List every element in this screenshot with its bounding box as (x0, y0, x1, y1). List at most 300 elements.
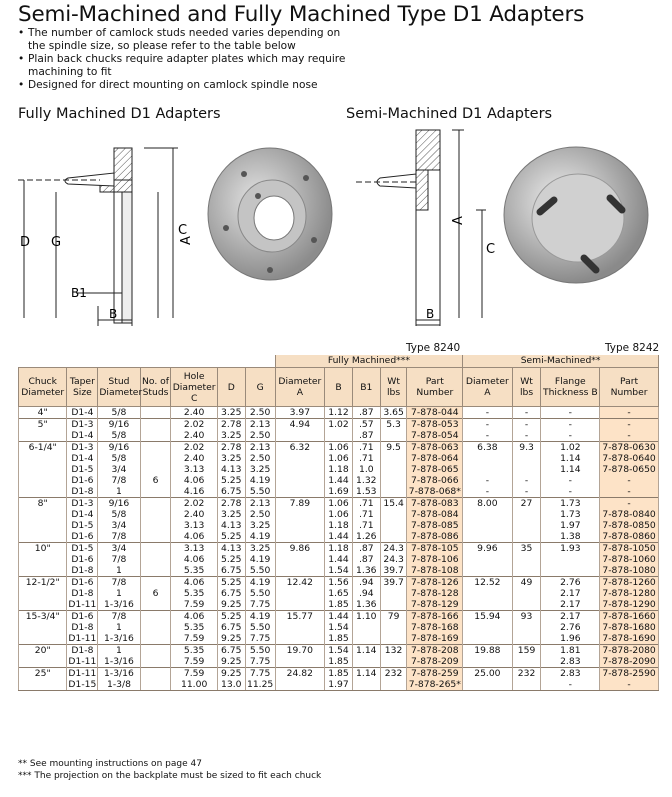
cell-fwt (380, 622, 407, 633)
cell-swt (512, 599, 541, 611)
cell-sflange: 2.76 (541, 622, 600, 633)
cell-fb: 1.85 (325, 599, 353, 611)
cell-swt (512, 464, 541, 475)
cell-taper: D1-3 (67, 419, 98, 431)
cell-fwt (380, 464, 407, 475)
cell-g: 7.75 (245, 656, 275, 668)
cell-studs (140, 430, 171, 442)
cell-fb: 1.06 (325, 453, 353, 464)
cell-hole: 2.40 (171, 453, 217, 464)
cell-fwt (380, 599, 407, 611)
cell-chuck (19, 599, 67, 611)
cell-taper: D1-6 (67, 577, 98, 589)
cell-fb1: .87 (352, 543, 380, 555)
cell-fpart: 7-878-106 (407, 554, 463, 565)
cell-fb1: 1.0 (352, 464, 380, 475)
cell-hole: 4.06 (171, 554, 217, 565)
cell-g: 5.50 (245, 645, 275, 657)
table-row (19, 656, 659, 668)
cell-sflange: - (541, 419, 600, 431)
cell-fa (275, 588, 324, 599)
cell-studs (140, 543, 171, 555)
cell-taper: D1-4 (67, 430, 98, 442)
cell-hole: 4.06 (171, 531, 217, 543)
cell-sflange: 2.17 (541, 611, 600, 623)
cell-stud: 7/8 (98, 531, 140, 543)
table-row (19, 645, 659, 657)
cell-hole: 7.59 (171, 633, 217, 645)
cell-g: 7.75 (245, 668, 275, 680)
cell-hole: 3.13 (171, 464, 217, 475)
cell-sflange: - (541, 430, 600, 442)
cell-sflange: 2.76 (541, 577, 600, 589)
cell-swt: 93 (512, 611, 541, 623)
cell-spart: 7-878-1280 (600, 588, 659, 599)
cell-spart: 7-878-1080 (600, 565, 659, 577)
cell-taper: D1-11 (68, 667, 97, 679)
table-row (19, 622, 659, 633)
cell-fa (275, 656, 324, 668)
cell-swt: - (512, 419, 541, 431)
cell-fb1: .71 (352, 442, 380, 454)
cell-hole: 2.02 (171, 419, 217, 431)
footnote: *** The projection on the backplate must be sized to fit each chuck (18, 771, 322, 781)
cell-fpart: 7-878-166 (407, 611, 463, 623)
cell-fpart: 7-878-108 (407, 565, 463, 577)
cell-d: 5.25 (217, 611, 245, 623)
feature-item: • Plain back chucks require adapter plates which may require machining to fit (18, 53, 348, 79)
cell-swt (512, 565, 541, 577)
cell-fwt: 132 (380, 645, 407, 657)
cell-sa (463, 622, 512, 633)
cell-sa: 12.52 (463, 577, 512, 589)
cell-d: 2.78 (217, 442, 245, 454)
cell-sflange: 1.14 (541, 464, 600, 475)
cell-fwt (380, 679, 407, 691)
cell-g: 11.25 (246, 678, 274, 690)
cell-sflange: - (541, 475, 600, 486)
cell-g: 2.13 (245, 419, 275, 431)
col-fully-wt: Wt lbs (380, 368, 407, 407)
cell-stud: 9/16 (98, 419, 140, 431)
cell-g: 3.25 (245, 464, 275, 475)
cell-fb1: .71 (352, 453, 380, 464)
cell-fpart: 7-878-083 (407, 498, 463, 510)
cell-swt (512, 633, 541, 645)
table-row (19, 531, 659, 543)
cell-stud: 1 (98, 622, 140, 633)
col-g: G (245, 368, 275, 407)
cell-d: 3.25 (217, 407, 245, 419)
cell-d: 4.13 (217, 464, 245, 475)
cell-fwt (380, 520, 407, 531)
cell-taper: D1-11 (68, 632, 97, 644)
cell-fwt: 9.5 (380, 442, 407, 454)
cell-sflange: 1.97 (541, 520, 600, 531)
cell-stud: 5/8 (98, 430, 140, 442)
feature-item: • The number of camlock studs needed varies depending on the spindle size, so please refer to the table below (18, 27, 348, 53)
cell-fb1: 1.32 (352, 475, 380, 486)
cell-fa (275, 430, 324, 442)
cell-g: 7.75 (245, 633, 275, 645)
cell-hole: 5.35 (171, 645, 217, 657)
cell-fwt: 232 (380, 668, 407, 680)
cell-stud: 9/16 (98, 442, 140, 454)
cell-taper: D1-5 (67, 543, 98, 555)
table-row (19, 453, 659, 464)
cell-sa (463, 679, 512, 691)
col-fully-b1: B1 (352, 368, 380, 407)
cell-fb1: .71 (352, 520, 380, 531)
cell-fb1 (352, 679, 380, 691)
cell-stud: 7/8 (98, 475, 140, 486)
cell-swt: 27 (512, 498, 541, 510)
semi-machined-group-header: Semi-Machined** (463, 355, 659, 368)
cell-studs: 6 (140, 475, 171, 486)
cell-fb: 1.18 (325, 543, 353, 555)
cell-spart: 7-878-1680 (600, 622, 659, 633)
cell-fpart: 7-878-208 (407, 645, 463, 657)
cell-hole: 4.16 (171, 486, 217, 498)
cell-swt: 9.3 (512, 442, 541, 454)
cell-chuck (19, 679, 67, 691)
cell-fb: 1.44 (325, 531, 353, 543)
cell-g: 4.19 (245, 475, 275, 486)
cell-fpart: 7-878-054 (407, 430, 463, 442)
dim-label-C-semi: C (486, 242, 496, 257)
cell-sflange: 1.73 (541, 509, 600, 520)
cell-taper: D1-8 (67, 486, 98, 498)
table-row (19, 668, 659, 680)
cell-studs (140, 565, 171, 577)
cell-fa (275, 565, 324, 577)
cell-sa: 19.88 (463, 645, 512, 657)
cell-spart: 7-878-0860 (600, 531, 659, 543)
table-row (19, 543, 659, 555)
cell-studs (140, 679, 171, 691)
cell-studs: 6 (140, 588, 171, 599)
cell-studs (140, 498, 171, 510)
cell-fb (325, 430, 353, 442)
cell-d: 9.25 (217, 599, 245, 611)
cell-chuck (19, 486, 67, 498)
cell-sa (463, 520, 512, 531)
cell-taper: D1-11 (68, 655, 97, 667)
cell-fb1: 1.14 (352, 668, 380, 680)
cell-fwt (380, 475, 407, 486)
col-semi-flange-thickness: Flange Thickness B (541, 368, 600, 407)
cell-chuck (19, 453, 67, 464)
cell-swt: 159 (512, 645, 541, 657)
cell-stud: 7/8 (98, 554, 140, 565)
cell-taper: D1-8 (67, 645, 98, 657)
cell-chuck (19, 531, 67, 543)
cell-fwt: 24.3 (380, 554, 407, 565)
cell-fa (275, 486, 324, 498)
cell-hole: 3.13 (171, 520, 217, 531)
cell-g: 5.50 (245, 486, 275, 498)
cell-fb1: 1.26 (352, 531, 380, 543)
cell-fpart: 7-878-085 (407, 520, 463, 531)
cell-fwt (380, 453, 407, 464)
cell-hole: 2.02 (171, 442, 217, 454)
cell-d: 6.75 (217, 565, 245, 577)
cell-fwt: 39.7 (380, 577, 407, 589)
cell-fpart: 7-878-126 (407, 577, 463, 589)
cell-chuck (19, 520, 67, 531)
cell-swt: 232 (512, 668, 541, 680)
cell-taper: D1-4 (67, 509, 98, 520)
cell-sa (463, 554, 512, 565)
cell-fb: 1.85 (325, 633, 353, 645)
cell-fb: 1.44 (325, 611, 353, 623)
cell-fwt: 3.65 (380, 407, 407, 419)
cell-fa (275, 633, 324, 645)
table-row (19, 577, 659, 589)
cell-swt: - (512, 407, 541, 419)
cell-spart: - (600, 407, 659, 419)
cell-swt (512, 588, 541, 599)
cell-hole: 4.06 (171, 577, 217, 589)
cell-hole: 2.40 (171, 509, 217, 520)
cell-chuck (19, 430, 67, 442)
type-fully-label: Type 8240 (406, 342, 461, 354)
cell-studs (140, 442, 171, 454)
cell-g: 4.19 (245, 554, 275, 565)
cell-fpart: 7-878-259 (407, 668, 463, 680)
cell-d: 6.75 (217, 645, 245, 657)
cell-d: 5.25 (217, 577, 245, 589)
cell-sa (463, 565, 512, 577)
cell-fpart: 7-878-044 (407, 407, 463, 419)
cell-fb: 1.54 (325, 645, 353, 657)
cell-g: 4.19 (245, 577, 275, 589)
cell-d: 5.25 (217, 475, 245, 486)
cell-fb1: 1.53 (352, 486, 380, 498)
cell-fpart: 7-878-086 (407, 531, 463, 543)
cell-fpart: 7-878-105 (407, 543, 463, 555)
cell-sflange: 2.83 (541, 668, 600, 680)
cell-fb: 1.06 (325, 509, 353, 520)
cell-d: 4.13 (217, 543, 245, 555)
cell-fpart: 7-878-053 (407, 419, 463, 431)
cell-chuck: 6-1/4" (19, 442, 67, 454)
cell-sflange: 1.81 (541, 645, 600, 657)
cell-stud: 9/16 (98, 498, 140, 510)
cell-fb: 1.12 (325, 407, 353, 419)
group-spacer (19, 355, 276, 368)
dim-label-B: B (109, 307, 118, 321)
cell-fb: 1.06 (325, 442, 353, 454)
cell-spart: 7-878-2080 (600, 645, 659, 657)
cell-studs (140, 407, 171, 419)
cell-fb: 1.44 (325, 554, 353, 565)
cell-fb1: 1.36 (352, 565, 380, 577)
cell-sa: - (463, 486, 512, 498)
cell-swt (512, 554, 541, 565)
cell-spart: - (600, 430, 659, 442)
cell-fa (275, 475, 324, 486)
cell-taper: D1-15 (68, 678, 97, 690)
cell-studs (140, 464, 171, 475)
cell-swt: - (512, 430, 541, 442)
cell-chuck (19, 656, 67, 668)
cell-hole: 2.40 (171, 430, 217, 442)
cell-fb1 (352, 633, 380, 645)
cell-taper: D1-3 (67, 442, 98, 454)
svg-text:A: A (179, 236, 194, 245)
cell-g: 2.50 (245, 430, 275, 442)
cell-fb: 1.06 (325, 498, 353, 510)
cell-fwt (380, 656, 407, 668)
cell-fb: 1.56 (325, 577, 353, 589)
cell-stud: 1 (98, 565, 140, 577)
col-taper-size: Taper Size (67, 368, 98, 407)
cell-sflange: - (541, 407, 600, 419)
cell-fa (275, 531, 324, 543)
cell-g: 7.75 (245, 599, 275, 611)
cell-fb: 1.54 (325, 565, 353, 577)
table-row (19, 407, 659, 419)
cell-spart: 7-878-0650 (600, 464, 659, 475)
cell-g: 4.19 (245, 531, 275, 543)
cell-fwt: 39.7 (380, 565, 407, 577)
semi-machined-adapter-photo (498, 140, 658, 290)
col-d: D (217, 368, 245, 407)
cell-sflange: 1.02 (541, 442, 600, 454)
col-fully-part-number: Part Number (407, 368, 463, 407)
cell-chuck (19, 565, 67, 577)
cell-sa: 9.96 (463, 543, 512, 555)
cell-fpart: 7-878-129 (407, 599, 463, 611)
cell-g: 2.13 (245, 498, 275, 510)
cell-sa (463, 509, 512, 520)
cell-fb: 1.97 (325, 679, 353, 691)
cell-fpart: 7-878-128 (407, 588, 463, 599)
cell-d: 9.25 (217, 633, 245, 645)
cell-sa: 6.38 (463, 442, 512, 454)
cell-d: 6.75 (217, 622, 245, 633)
cell-sa: 8.00 (463, 498, 512, 510)
dim-label-B-semi: B (426, 307, 435, 321)
cell-taper: D1-3 (67, 498, 98, 510)
table-row (19, 419, 659, 431)
cell-fb: 1.18 (325, 520, 353, 531)
table-row (19, 679, 659, 691)
col-semi-diameter-a: Diameter A (463, 368, 512, 407)
cell-hole: 3.13 (171, 543, 217, 555)
cell-spart: 7-878-2590 (600, 668, 659, 680)
cell-fpart: 7-878-064 (407, 453, 463, 464)
cell-chuck (19, 475, 67, 486)
cell-sa: - (463, 475, 512, 486)
cell-fb: 1.85 (325, 668, 353, 680)
dim-label-C: C (178, 223, 188, 238)
cell-fpart: 7-878-084 (407, 509, 463, 520)
cell-fpart: 7-878-265* (408, 678, 461, 690)
cell-sa: - (463, 407, 512, 419)
cell-fwt: 15.4 (380, 498, 407, 510)
cell-spart: 7-878-2090 (600, 656, 659, 668)
dim-label-G: G (51, 235, 62, 250)
table-row (19, 611, 659, 623)
fully-machined-heading: Fully Machined D1 Adapters (18, 106, 221, 122)
cell-chuck (19, 464, 67, 475)
cell-studs (140, 656, 171, 668)
cell-fb: 1.44 (325, 475, 353, 486)
cell-swt (512, 453, 541, 464)
col-semi-part-number: Part Number (600, 368, 659, 407)
cell-sa: - (463, 419, 512, 431)
cell-fwt (380, 588, 407, 599)
page-title: Semi-Machined and Fully Machined Type D1 Adapters (18, 2, 585, 27)
cell-taper: D1-5 (67, 464, 98, 475)
col-no-of-studs: No. of Studs (140, 368, 171, 407)
cell-studs (140, 520, 171, 531)
cell-d: 3.25 (217, 453, 245, 464)
cell-sa (463, 588, 512, 599)
cell-taper: D1-8 (67, 588, 98, 599)
cell-studs (140, 622, 171, 633)
footnote: ** See mounting instructions on page 47 (18, 759, 202, 769)
cell-g: 2.13 (245, 442, 275, 454)
table-body (19, 407, 659, 691)
cell-fa: 15.77 (275, 611, 324, 623)
cell-fa (275, 679, 324, 691)
cell-spart: 7-878-1260 (600, 577, 659, 589)
cell-studs (140, 453, 171, 464)
cell-stud: 3/4 (98, 520, 140, 531)
cell-fb1: 1.10 (352, 611, 380, 623)
cell-sflange (541, 565, 600, 577)
cell-chuck: 12-1/2" (19, 577, 67, 589)
cell-hole: 5.35 (171, 565, 217, 577)
cell-stud: 1 (98, 588, 140, 599)
cell-sa (463, 599, 512, 611)
cell-sa: 25.00 (463, 668, 512, 680)
type-semi-label: Type 8242 (605, 342, 660, 354)
cell-taper: D1-8 (67, 565, 98, 577)
cell-sa: - (463, 430, 512, 442)
cell-fb1: .87 (352, 554, 380, 565)
cell-sflange: 2.17 (541, 588, 600, 599)
cell-fb1: 1.36 (352, 599, 380, 611)
cell-sflange: - (541, 486, 600, 498)
dim-label-B1: B1 (71, 286, 87, 300)
cell-fa: 19.70 (275, 645, 324, 657)
cell-fa (275, 520, 324, 531)
cell-d: 9.25 (217, 668, 245, 680)
cell-studs (140, 509, 171, 520)
cell-g: 4.19 (245, 611, 275, 623)
cell-fwt: 5.3 (380, 419, 407, 431)
cell-studs (140, 633, 171, 645)
cell-stud: 5/8 (98, 453, 140, 464)
cell-fpart: 7-878-066 (407, 475, 463, 486)
cell-chuck (19, 588, 67, 599)
cell-fa: 12.42 (275, 577, 324, 589)
cell-stud: 7/8 (98, 611, 140, 623)
cell-fa: 7.89 (275, 498, 324, 510)
cell-spart: - (600, 486, 659, 498)
cell-fa (275, 453, 324, 464)
cell-chuck: 10" (19, 543, 67, 555)
cell-spart: 7-878-0850 (600, 520, 659, 531)
table-row (19, 588, 659, 599)
cell-stud: 3/4 (98, 543, 140, 555)
svg-text:A: A (451, 216, 466, 225)
cell-studs (140, 486, 171, 498)
